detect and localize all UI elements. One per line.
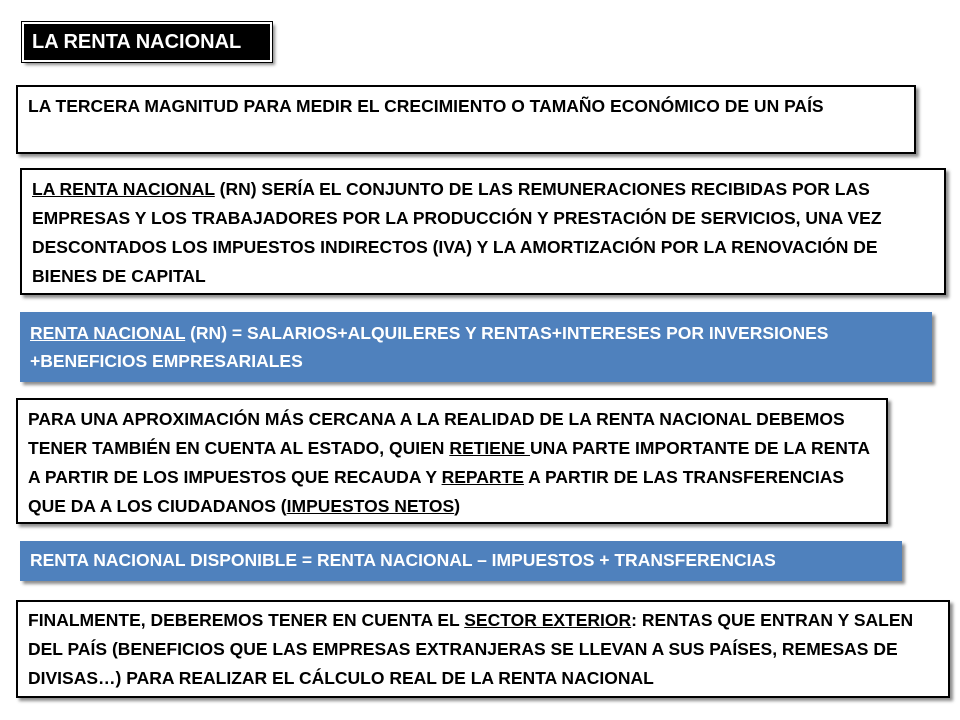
- renta-nacional-formula-box: [20, 312, 932, 382]
- reparte-term: REPARTE: [441, 467, 524, 487]
- sector-exterior-term: SECTOR EXTERIOR: [464, 610, 632, 630]
- page-title: LA RENTA NACIONAL: [22, 22, 272, 62]
- renta-nacional-definition-box: [20, 168, 946, 295]
- sector-text-1: FINALMENTE, DEBEREMOS TENER EN CUENTA EL: [28, 610, 465, 630]
- formula-term: RENTA NACIONAL: [30, 323, 186, 343]
- estado-text-4: ): [454, 496, 461, 516]
- intro-text: LA TERCERA MAGNITUD PARA MEDIR EL CRECIMIENTO O TAMAÑO ECONÓMICO DE UN PAÍS: [28, 96, 824, 116]
- definition-intro-box: [16, 85, 916, 154]
- renta-disponible-formula-box: [20, 541, 902, 581]
- estado-text-3: A PARTIR DE LAS TRANSFERENCIAS QUE DA A LOS CIUDADANOS (: [28, 467, 845, 516]
- formula-text: (RN) = SALARIOS+ALQUILERES Y RENTAS+INTERESES POR INVERSIONES +BENEFICIOS EMPRESARIALES: [30, 323, 829, 371]
- sector-exterior-box: [16, 600, 950, 698]
- sector-text-2: : RENTAS QUE ENTRAN Y SALEN DEL PAÍS (BENEFICIOS QUE LAS EMPRESAS EXTRANJERAS SE LLEVAN A SUS PAÍSES, REMESAS DE DIVISAS…) PARA REALIZAR EL CÁLCULO REAL DE LA RENTA NACIONAL: [28, 610, 914, 688]
- estado-text-1: PARA UNA APROXIMACIÓN MÁS CERCANA A LA REALIDAD DE LA RENTA NACIONAL DEBEMOS TENER TAMBIÉN EN CUENTA AL ESTADO, QUIEN: [28, 409, 845, 458]
- renta-nacional-term: LA RENTA NACIONAL: [32, 179, 215, 199]
- definition-text: (RN) SERÍA EL CONJUNTO DE LAS REMUNERACIONES RECIBIDAS POR LAS EMPRESAS Y LOS TRABAJADORES POR LA PRODUCCIÓN Y PRESTACIÓN DE SERVICIOS, UNA VEZ DESCONTADOS LOS IMPUESTOS INDIRECTOS (IVA) Y LA AMORTIZACIÓN POR LA RENOVACIÓN DE BIENES DE CAPITAL: [32, 179, 882, 286]
- impuestos-netos-term: IMPUESTOS NETOS: [286, 496, 455, 516]
- retiene-term: RETIENE: [449, 438, 531, 458]
- estado-approximation-box: [16, 398, 888, 524]
- renta-disponible-text: RENTA NACIONAL DISPONIBLE = RENTA NACIONAL – IMPUESTOS + TRANSFERENCIAS: [30, 550, 776, 570]
- estado-text-2: UNA PARTE IMPORTANTE DE LA RENTA A PARTIR DE LOS IMPUESTOS QUE RECAUDA Y: [28, 438, 870, 487]
